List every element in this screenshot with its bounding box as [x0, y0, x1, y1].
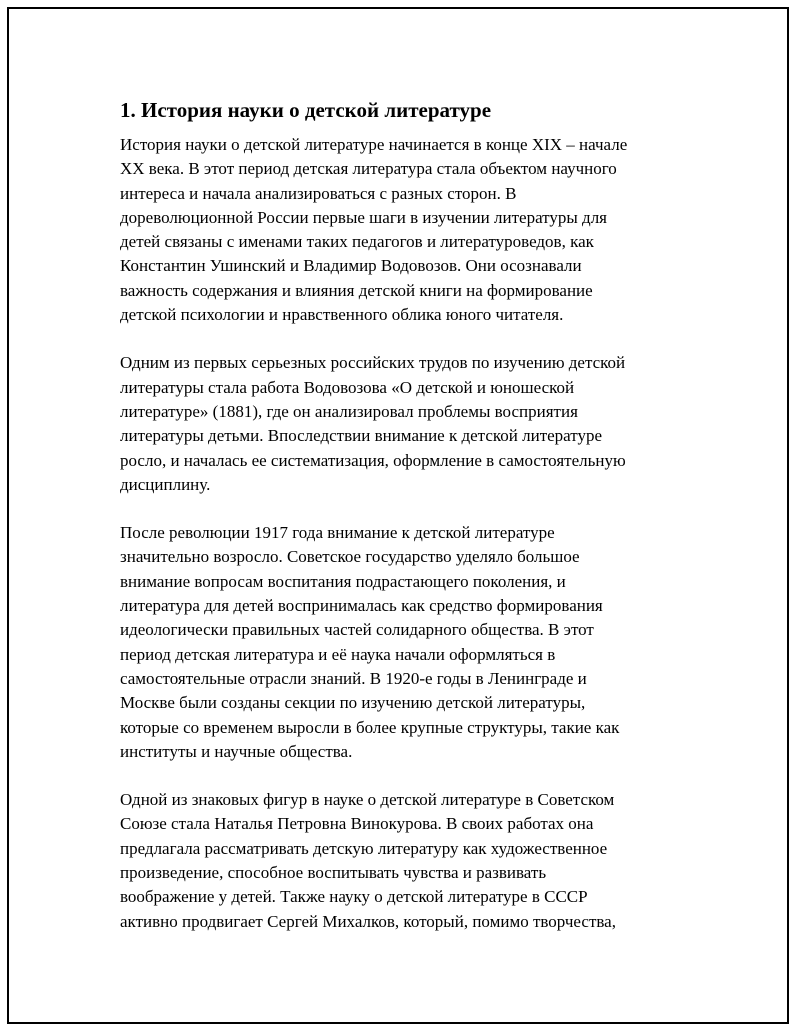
paragraph-line: значительно возросло. Советское государство уделяло большое [120, 547, 580, 567]
paragraph-line: детей связаны с именами таких педагогов и литературоведов, как [120, 232, 594, 252]
paragraph-line: После революции 1917 года внимание к детской литературе [120, 523, 555, 543]
paragraph-line: литературы детьми. Впоследствии внимание к детской литературе [120, 426, 603, 446]
paragraph-line: самостоятельные отрасли знаний. В 1920-е годы в Ленинграде и [120, 668, 587, 688]
paragraph-line: Москве были созданы секции по изучению детской литературы, [120, 693, 586, 713]
paragraph-line: дореволюционной России первые шаги в изучении литературы для [120, 207, 607, 227]
paragraph-line: литературы стала работа Водовозова «О детской и юношеской [120, 377, 575, 397]
paragraph-line: воображение у детей. Также науку о детской литературе в СССР [120, 887, 588, 907]
document-body [120, 97, 680, 958]
paragraph-line: детской психологии и нравственного облика юного читателя. [120, 305, 564, 325]
paragraph-1 [120, 133, 680, 327]
paragraph-line: росло, и началась ее систематизация, оформление в самостоятельную [120, 450, 626, 470]
paragraph-line: литература для детей воспринималась как средство формирования [120, 596, 603, 616]
paragraph-line: XX века. В этот период детская литература стала объектом научного [120, 159, 617, 179]
section-heading: 1. История науки о детской литературе [120, 98, 492, 122]
paragraph-line: институты и научные общества. [120, 741, 353, 761]
document-page [7, 7, 789, 1024]
paragraph-line: интереса и начала анализироваться с разных сторон. В [120, 183, 517, 203]
paragraph-line: предлагала рассматривать детскую литературу как художественное [120, 838, 608, 858]
paragraph-line: Константин Ушинский и Владимир Водовозов. Они осознавали [120, 256, 582, 276]
paragraph-line: Одной из знаковых фигур в науке о детской литературе в Советском [120, 790, 615, 810]
paragraph-line: период детская литература и её наука начали оформляться в [120, 644, 556, 664]
paragraph-line: идеологически правильных частей солидарного общества. В этот [120, 620, 594, 640]
paragraph-line: литературе» (1881), где он анализировал проблемы восприятия [120, 401, 578, 421]
paragraph-4 [120, 788, 680, 934]
paragraph-line: Одним из первых серьезных российских трудов по изучению детской [120, 353, 626, 373]
paragraph-line: важность содержания и влияния детской книги на формирование [120, 280, 593, 300]
paragraph-line: Союзе стала Наталья Петровна Винокурова. В своих работах она [120, 814, 594, 834]
paragraph-line: внимание вопросам воспитания подрастающего поколения, и [120, 571, 566, 591]
paragraph-line: произведение, способное воспитывать чувства и развивать [120, 863, 547, 883]
paragraph-line: История науки о детской литературе начинается в конце XIX – начале [120, 135, 628, 154]
paragraph-line: которые со временем выросли в более крупные структуры, такие как [120, 717, 620, 737]
paragraph-3 [120, 521, 680, 764]
paragraph-line: активно продвигает Сергей Михалков, который, помимо творчества, [120, 911, 616, 931]
paragraph-line: дисциплину. [120, 474, 211, 494]
paragraph-2 [120, 351, 680, 497]
